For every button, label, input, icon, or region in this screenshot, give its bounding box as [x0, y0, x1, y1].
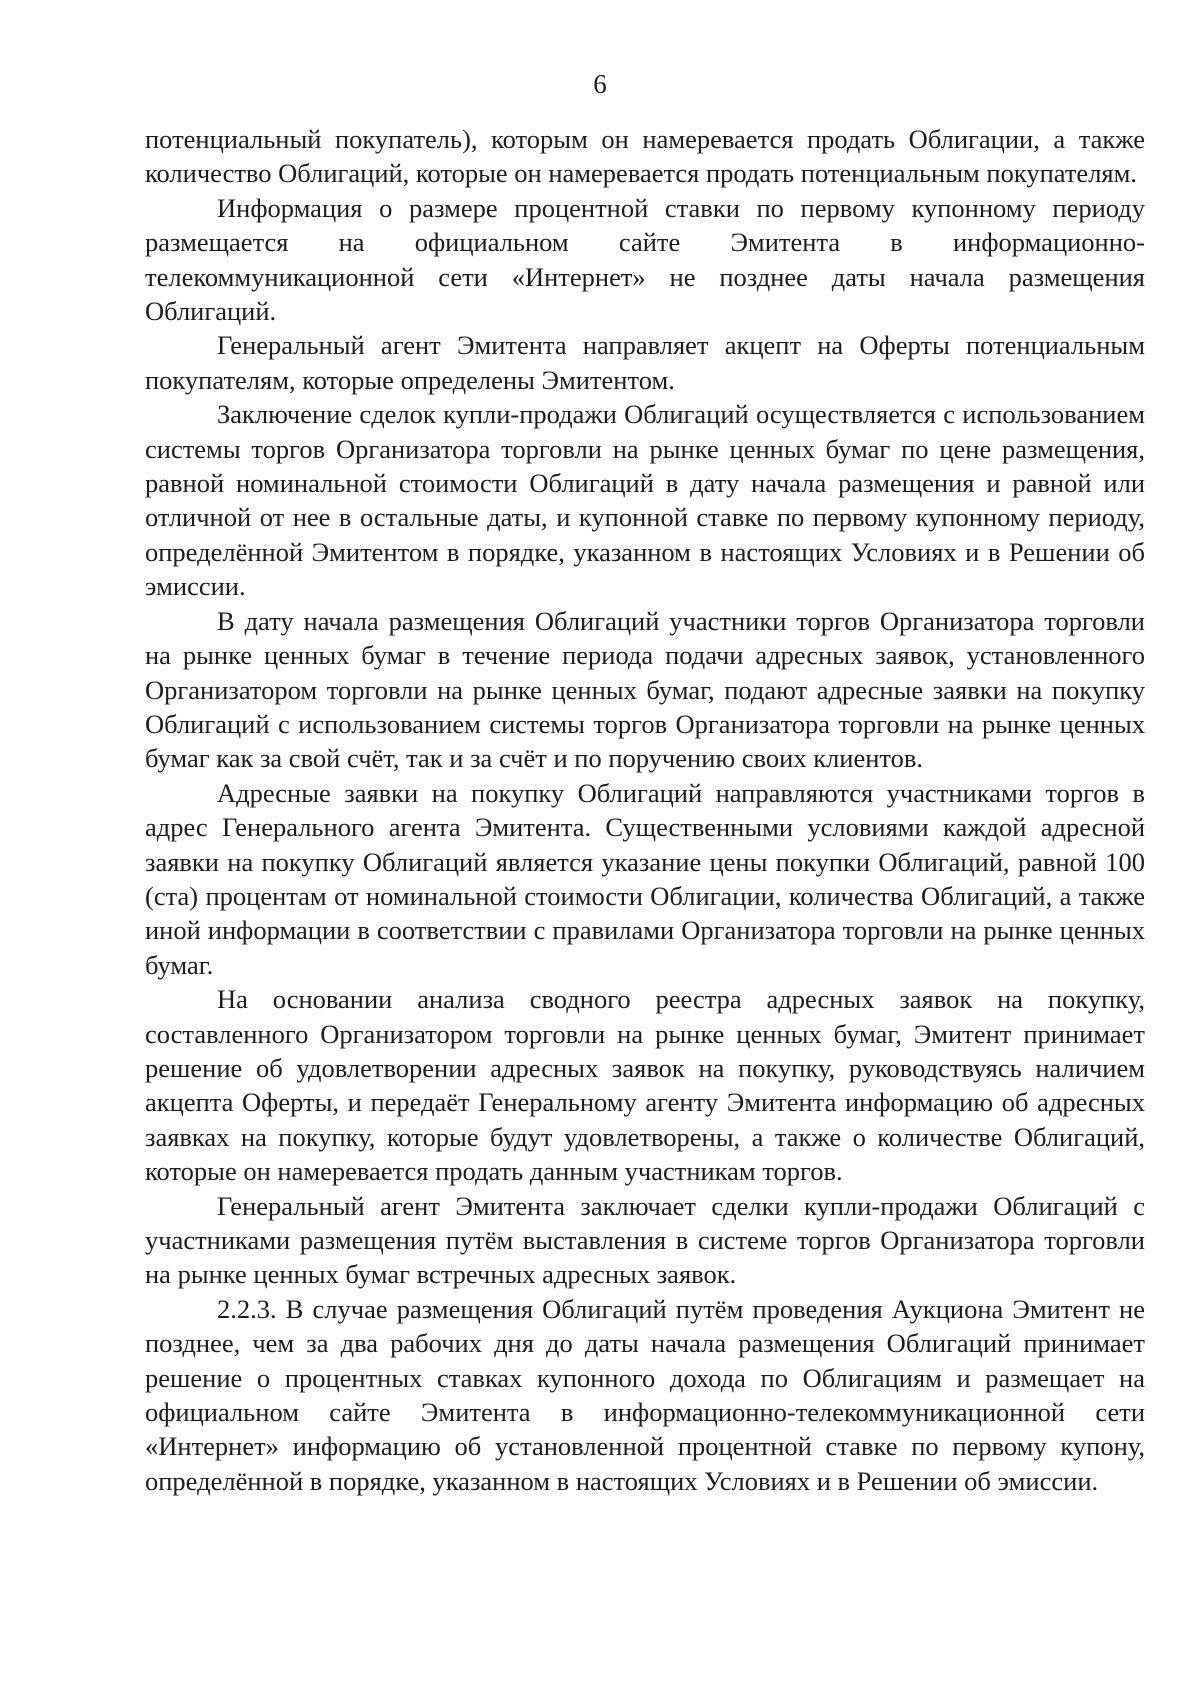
paragraph-2: Информация о размере процентной ставки по первому купонному периоду размещается на официальном сайте Эмитента в информационно-телекоммуникационной сети «Интернет» не позднее даты начала размещения Облигаций.: [145, 192, 1145, 327]
paragraph-8: Генеральный агент Эмитента заключает сделки купли-продажи Облигаций с участниками размещения путём выставления в системе торгов Организатора торговли на рынке ценных бумаг встречных адресных заявок.: [145, 1190, 1145, 1290]
paragraph-3: Генеральный агент Эмитента направляет акцепт на Оферты потенциальным покупателям, которые определены Эмитентом.: [145, 330, 1145, 395]
paragraph-6: Адресные заявки на покупку Облигаций направляются участниками торгов в адрес Генерального агента Эмитента. Существенными условиями каждой адресной заявки на покупку Облигаций является указание цены покупки Облигаций, равной 100 (ста) процентам от номинальной стоимости Облигации, количества Облигаций, а также иной информации в соответствии с правилами Организатора торговли на рынке ценных бумаг.: [145, 777, 1145, 980]
paragraph-4: Заключение сделок купли-продажи Облигаций осуществляется с использованием системы торгов Организатора торговли на рынке ценных бумаг по цене размещения, равной номинальной стоимости Облигаций в дату начала размещения и равной или отличной от нее в остальные даты, и купонной ставке по первому купонному периоду, определённой Эмитентом в порядке, указанном в настоящих Условиях и в Решении об эмиссии.: [145, 399, 1145, 602]
page-number: 6: [593, 69, 607, 99]
document-body: [145, 122, 1145, 1498]
paragraph-7: На основании анализа сводного реестра адресных заявок на покупку, составленного Организатором торговли на рынке ценных бумаг, Эмитент принимает решение об удовлетворении адресных заявок на покупку, руководствуясь наличием акцепта Оферты, и передаёт Генеральному агенту Эмитента информацию об адресных заявках на покупку, которые будут удовлетворены, а также о количестве Облигаций, которые он намеревается продать данным участникам торгов.: [145, 984, 1145, 1187]
paragraph-1: потенциальный покупатель), которым он намеревается продать Облигации, а также количество Облигаций, которые он намеревается продать потенциальным покупателям.: [145, 124, 1145, 189]
paragraph-5: В дату начала размещения Облигаций участники торгов Организатора торговли на рынке ценных бумаг в течение периода подачи адресных заявок, установленного Организатором торговли на рынке ценных бумаг, подают адресные заявки на покупку Облигаций с использованием системы торгов Организатора торговли на рынке ценных бумаг как за свой счёт, так и за счёт и по поручению своих клиентов.: [145, 605, 1145, 774]
paragraph-9: 2.2.3. В случае размещения Облигаций путём проведения Аукциона Эмитент не позднее, чем за два рабочих дня до даты начала размещения Облигаций принимает решение о процентных ставках купонного дохода по Облигациям и размещает на официальном сайте Эмитента в информационно-телекоммуникационной сети «Интернет» информацию об установленной процентной ставке по первому купону, определённой в порядке, указанном в настоящих Условиях и в Решении об эмиссии.: [145, 1293, 1145, 1496]
